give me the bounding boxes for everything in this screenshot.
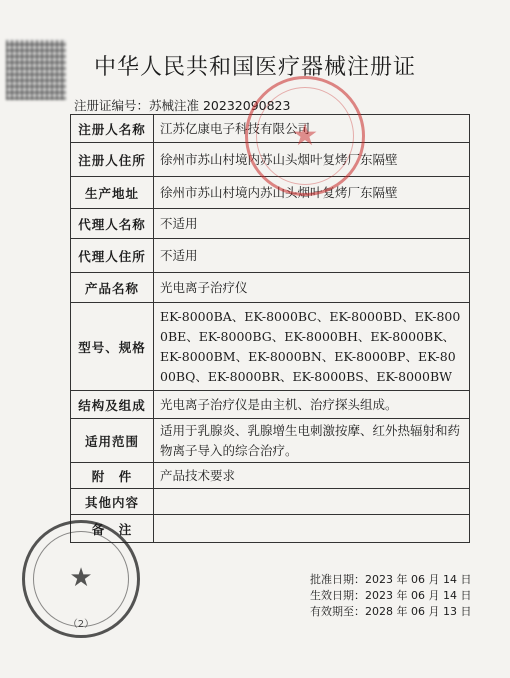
row-value: 光电离子治疗仪是由主机、治疗探头组成。 <box>154 391 470 419</box>
row-label: 结构及组成 <box>71 391 154 419</box>
row-value <box>154 515 470 543</box>
row-label: 生产地址 <box>71 177 154 209</box>
row-value <box>154 489 470 515</box>
table-row <box>71 391 470 419</box>
row-label: 备 注 <box>71 515 154 543</box>
row-label: 型号、规格 <box>71 303 154 391</box>
effective-date: 生效日期：2023 年 06 月 14 日 <box>310 589 472 602</box>
star-icon: ★ <box>291 118 319 153</box>
table-row <box>71 239 470 273</box>
expiry-date: 有效期至：2028 年 06 月 13 日 <box>310 605 472 618</box>
row-label: 产品名称 <box>71 273 154 303</box>
row-value: 不适用 <box>154 209 470 239</box>
table-row <box>71 419 470 463</box>
row-label: 注册人住所 <box>71 143 154 177</box>
table-row <box>71 273 470 303</box>
row-label: 注册人名称 <box>71 115 154 143</box>
row-label: 适用范围 <box>71 419 154 463</box>
document-title: 中华人民共和国医疗器械注册证 <box>93 55 416 80</box>
row-value: 光电离子治疗仪 <box>154 273 470 303</box>
table-row <box>71 303 470 391</box>
row-value: 产品技术要求 <box>154 463 470 489</box>
row-value: 江苏亿康电子科技有限公司 <box>154 115 470 143</box>
official-seal-icon <box>22 520 140 638</box>
row-value: 不适用 <box>154 239 470 273</box>
row-label: 代理人名称 <box>71 209 154 239</box>
table-row <box>71 463 470 489</box>
row-label: 代理人住所 <box>71 239 154 273</box>
red-seal-icon <box>245 76 365 196</box>
row-value: 徐州市苏山村境内苏山头烟叶复烤厂东隔壁 <box>154 143 470 177</box>
row-value: 适用于乳腺炎、乳腺增生电刺激按摩、红外热辐射和药物离子导入的综合治疗。 <box>154 419 470 463</box>
star-icon: ★ <box>69 563 93 593</box>
certificate-number: 注册证编号：苏械注准 20232090823 <box>74 98 291 113</box>
row-label: 其他内容 <box>71 489 154 515</box>
table-row <box>71 515 470 543</box>
table-row <box>71 209 470 239</box>
row-value: 徐州市苏山村境内苏山头烟叶复烤厂东隔壁 <box>154 177 470 209</box>
row-value: EK-8000BA、EK-8000BC、EK-8000BD、EK-8000BE、EK-8000BG、EK-8000BH、EK-8000BK、EK-8000BM、EK-8000BN、EK-8000BP、EK-8000BQ、EK-8000BR、EK-8000BS、EK-8000BW <box>154 303 470 391</box>
table-row <box>71 489 470 515</box>
dates-block <box>310 572 471 620</box>
row-label: 附 件 <box>71 463 154 489</box>
approval-date: 批准日期：2023 年 06 月 14 日 <box>310 573 472 586</box>
seal-number: （2） <box>67 619 95 630</box>
